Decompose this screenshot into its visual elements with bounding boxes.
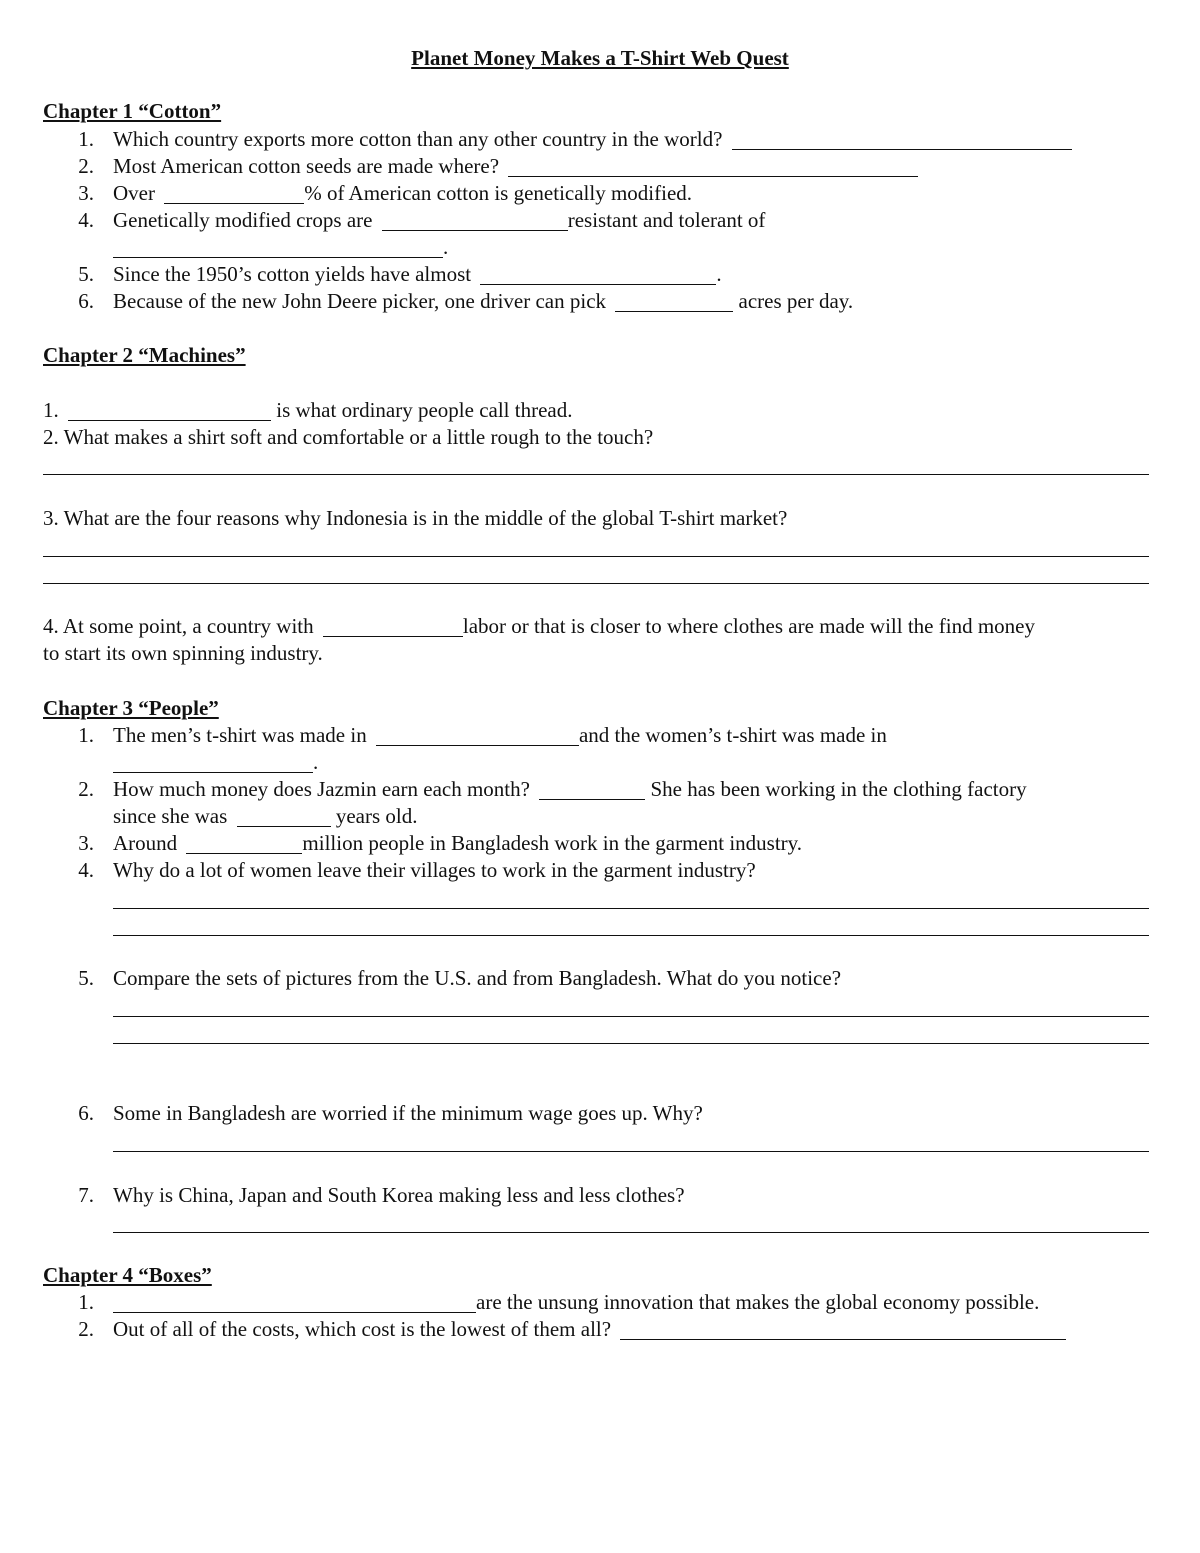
- ch3-question-7: Why is China, Japan and South Korea making less and less clothes?: [113, 1183, 685, 1207]
- question-text: are the unsung innovation that makes the global economy possible.: [476, 1290, 1040, 1314]
- answer-blank[interactable]: [615, 289, 733, 312]
- ch2-question-4-cont: to start its own spinning industry.: [43, 641, 323, 665]
- ch3-question-3: [113, 831, 802, 855]
- ch3-question-1: [113, 723, 887, 747]
- ch1-question-1: [113, 127, 1072, 151]
- ch4-question-1: [113, 1290, 1039, 1314]
- ch1-question-3: [113, 181, 692, 205]
- answer-blank[interactable]: [164, 181, 304, 204]
- list-number: 4.: [78, 208, 94, 232]
- ch1-question-5: [113, 262, 722, 286]
- ch3-question-1-cont: [113, 750, 318, 774]
- question-text: The men’s t-shirt was made in: [113, 723, 367, 747]
- ch1-question-2: [113, 154, 918, 178]
- question-text: million people in Bangladesh work in the garment industry.: [302, 831, 803, 855]
- list-number: 2.: [78, 154, 94, 178]
- question-text: Over: [113, 181, 155, 205]
- question-text: She has been working in the clothing factory: [650, 777, 1027, 801]
- answer-blank[interactable]: [186, 831, 302, 854]
- answer-blank[interactable]: [382, 208, 568, 231]
- answer-blank[interactable]: [113, 750, 313, 773]
- ch2-question-1: [43, 398, 572, 422]
- question-text: Around: [113, 831, 178, 855]
- question-text: resistant and tolerant of: [567, 208, 766, 232]
- answer-blank[interactable]: [237, 804, 331, 827]
- chapter-3-heading: Chapter 3 “People”: [43, 696, 219, 720]
- punctuation: .: [443, 235, 449, 259]
- chapter-4-heading: Chapter 4 “Boxes”: [43, 1263, 212, 1287]
- answer-line[interactable]: [43, 583, 1149, 584]
- list-number: 6.: [78, 1101, 94, 1125]
- question-text: acres per day.: [738, 289, 854, 313]
- answer-line[interactable]: [113, 908, 1149, 909]
- list-number: 2.: [78, 777, 94, 801]
- ch2-question-3: 3. What are the four reasons why Indonesia is in the middle of the global T-shirt market?: [43, 506, 788, 530]
- answer-blank[interactable]: [508, 154, 918, 177]
- list-number: 3.: [78, 831, 94, 855]
- list-number: 1.: [43, 398, 59, 422]
- question-text: Most American cotton seeds are made where?: [113, 154, 500, 178]
- answer-line[interactable]: [113, 1232, 1149, 1233]
- answer-blank[interactable]: [732, 127, 1072, 150]
- list-number: 1.: [78, 723, 94, 747]
- question-text: % of American cotton is genetically modified.: [304, 181, 693, 205]
- ch2-question-4: [43, 614, 1035, 638]
- answer-blank[interactable]: [113, 235, 443, 258]
- answer-line[interactable]: [43, 556, 1149, 557]
- answer-line[interactable]: [113, 935, 1149, 936]
- ch1-question-4: [113, 208, 765, 232]
- ch1-question-4-cont: [113, 235, 448, 259]
- punctuation: .: [313, 750, 319, 774]
- answer-line[interactable]: [43, 474, 1149, 475]
- list-number: 1.: [78, 127, 94, 151]
- question-text: since she was: [113, 804, 228, 828]
- question-text: labor or that is closer to where clothes are made will the find money: [462, 614, 1035, 638]
- ch3-question-2: [113, 777, 1027, 801]
- list-number: 5.: [78, 966, 94, 990]
- answer-blank[interactable]: [620, 1317, 1066, 1340]
- answer-blank[interactable]: [376, 723, 579, 746]
- ch3-question-5: Compare the sets of pictures from the U.S. and from Bangladesh. What do you notice?: [113, 966, 842, 990]
- question-text: Out of all of the costs, which cost is the lowest of them all?: [113, 1317, 612, 1341]
- question-text: and the women’s t-shirt was made in: [578, 723, 887, 747]
- list-number: 4.: [78, 858, 94, 882]
- question-text: 4. At some point, a country with: [43, 614, 314, 638]
- question-text: Which country exports more cotton than any other country in the world?: [113, 127, 723, 151]
- chapter-2-heading: Chapter 2 “Machines”: [43, 343, 246, 367]
- ch3-question-2-cont: [113, 804, 417, 828]
- list-number: 1.: [78, 1290, 94, 1314]
- ch1-question-6: [113, 289, 853, 313]
- question-text: Since the 1950’s cotton yields have almost: [113, 262, 472, 286]
- answer-blank[interactable]: [323, 614, 463, 637]
- ch2-question-2: 2. What makes a shirt soft and comfortable or a little rough to the touch?: [43, 425, 654, 449]
- question-text: Genetically modified crops are: [113, 208, 373, 232]
- list-number: 5.: [78, 262, 94, 286]
- list-number: 6.: [78, 289, 94, 313]
- list-number: 3.: [78, 181, 94, 205]
- ch3-question-4: Why do a lot of women leave their villages to work in the garment industry?: [113, 858, 756, 882]
- answer-blank[interactable]: [480, 262, 716, 285]
- question-text: How much money does Jazmin earn each month?: [113, 777, 530, 801]
- ch3-question-6: Some in Bangladesh are worried if the minimum wage goes up. Why?: [113, 1101, 703, 1125]
- question-text: Because of the new John Deere picker, one driver can pick: [113, 289, 607, 313]
- answer-blank[interactable]: [68, 398, 271, 421]
- question-text: years old.: [335, 804, 418, 828]
- list-number: 7.: [78, 1183, 94, 1207]
- punctuation: .: [716, 262, 722, 286]
- ch4-question-2: [113, 1317, 1066, 1341]
- answer-line[interactable]: [113, 1016, 1149, 1017]
- answer-blank[interactable]: [539, 777, 645, 800]
- answer-line[interactable]: [113, 1043, 1149, 1044]
- chapter-1-heading: Chapter 1 “Cotton”: [43, 99, 222, 123]
- question-text: is what ordinary people call thread.: [276, 398, 573, 422]
- answer-blank[interactable]: [113, 1290, 476, 1313]
- answer-line[interactable]: [113, 1151, 1149, 1152]
- list-number: 2.: [78, 1317, 94, 1341]
- page-title: Planet Money Makes a T-Shirt Web Quest: [411, 46, 789, 70]
